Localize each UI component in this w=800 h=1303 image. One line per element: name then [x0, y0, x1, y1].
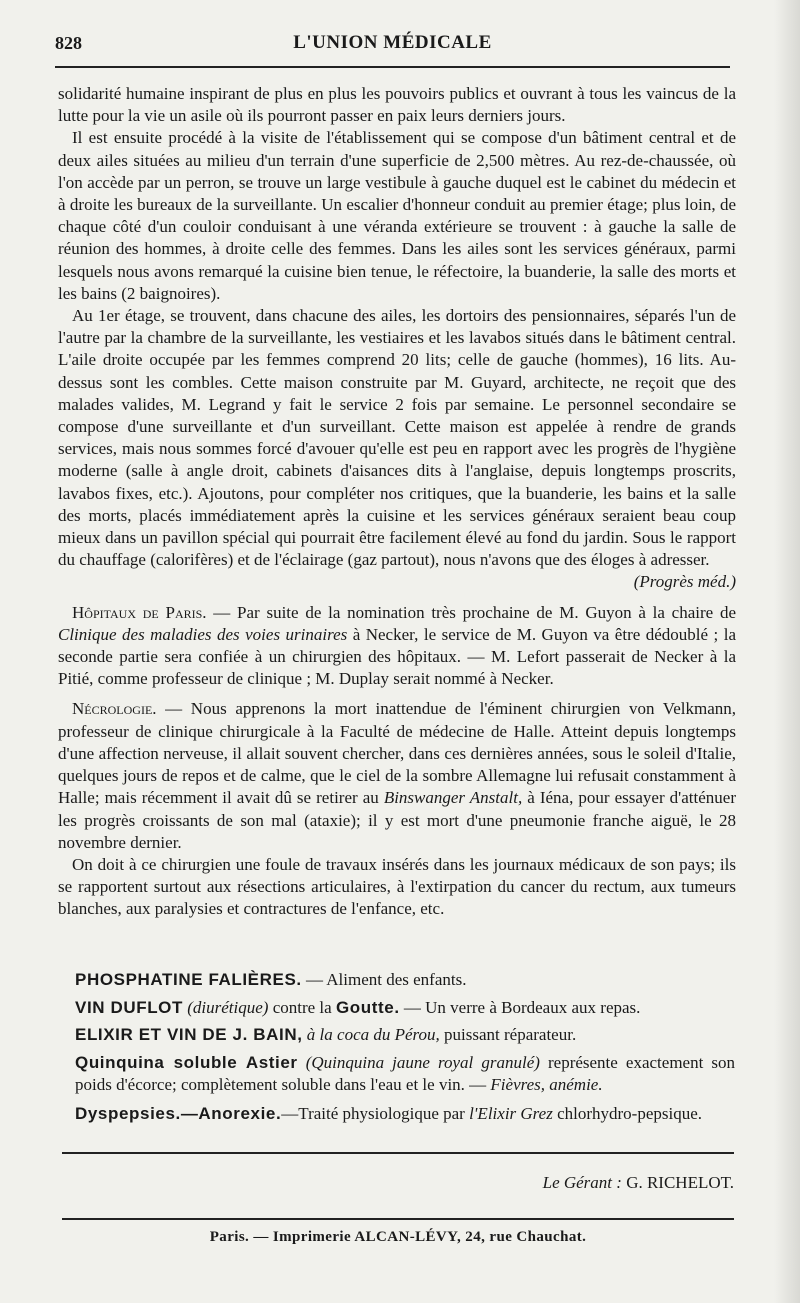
paragraph-hopitaux-italic: Clinique des maladies des voies urinaires: [58, 624, 348, 644]
ad-vin-duflot-text2: — Un verre à Bordeaux aux repas.: [399, 997, 641, 1017]
paragraph-travaux: On doit à ce chirurgien une foule de travaux insérés dans les journaux médicaux de son pays; ils se rapportent surtout aux résections articulaires, à l'extirpation du cancer du rectum, aux tumeurs blanches, aux paralysies et contractures de l'enfance, etc.: [58, 854, 736, 919]
gerant-signature: [62, 1172, 734, 1194]
printer-imprint: Paris. — Imprimerie ALCAN-LÉVY, 24, rue Chauchat.: [209, 1229, 587, 1245]
ad-phosphatine-text: — Aliment des enfants.: [301, 970, 467, 989]
ad-dyspepsies-italic: l'Elixir Grez: [469, 1103, 553, 1123]
ad-vin-duflot-italic: (diurétique): [183, 997, 269, 1017]
paragraph-premier-etage-text: Au 1er étage, se trouvent, dans chacune des ailes, les dortoirs des pensionnaires, séparés l'un de l'autre par la chambre de la surveillante, les vestiaires et les lavabos situés dans le bâtiment central. L'aile droite occupée par les femmes comprend 20 lits; celle de gauche (hommes), 16 lits. Au-dessus sont les combles. Cette maison construite par M. Guyard, architecte, ne reçoit que des malades valides, M. Legrand y fait le service 2 fois par semaine. Le personnel secondaire se compose d'une surveillante et d'un surveillant. Cette maison est appelée à rendre de grands services, mais nous sommes forcé d'avouer qu'elle est peu en rapport avec les progrès de l'hygiène moderne (salle à angle droit, cabinets d'aisances dits à l'anglaise, depuis longtemps proscrits, lavabos fixes, etc.). Ajoutons, pour compléter nos critiques, que la buanderie, les bains et la salle des morts, placés immédiatement après la cuisine et les services généraux seraient beau coup mieux dans un pavillon spécial qui pourrait être facilement élevé au fond du jardin. Sous le rapport du chauffage (calorifères) et de l'éclairage (gaz partout), nous n'avons que des éloges à adresser.: [58, 306, 736, 570]
ad-elixir-bain: [75, 1021, 735, 1049]
paragraph-hopitaux-text-a: — Par suite de la nomination très prochaine de M. Guyon à la chaire de: [206, 602, 736, 622]
paragraph-necrologie-text-b: à Iéna, pour essayer d'atténuer les progrès croissants de son mal (ataxie); il y est mort d'une pneumonie franche aiguë, le 28 novembre dernier.: [58, 788, 736, 852]
paragraph-necrologie-italic: Binswanger Anstalt,: [383, 788, 523, 808]
source-citation-text: (Progrès méd.): [633, 572, 736, 592]
page-gutter-shadow: [774, 0, 800, 1303]
ad-dyspepsies-text2: chlorhydro-pepsique.: [552, 1103, 703, 1123]
source-citation: [58, 571, 736, 593]
paragraph-necrologie: [58, 698, 736, 853]
ad-vin-duflot-name: VIN DUFLOT: [75, 997, 183, 1017]
page-header: [55, 30, 730, 56]
header-rule: [55, 66, 730, 68]
running-title: L'UNION MÉDICALE: [293, 32, 492, 53]
gerant-name: G. RICHELOT.: [626, 1173, 734, 1192]
printer-rule: [62, 1218, 734, 1220]
gerant-label: Le Gérant :: [542, 1173, 622, 1192]
section-lead-necrologie: Nécrologie.: [72, 699, 157, 719]
ad-quinquina: [75, 1052, 735, 1096]
paragraph-premier-etage: [58, 305, 736, 571]
ad-vin-duflot: [75, 994, 735, 1022]
ad-quinquina-italic2: Fièvres, anémie.: [490, 1074, 603, 1094]
ad-vin-duflot-goutte: Goutte.: [335, 997, 400, 1017]
ad-elixir-bain-text: puissant réparateur.: [439, 1025, 577, 1044]
ad-elixir-bain-name: ELIXIR ET VIN DE J. BAIN,: [75, 1025, 303, 1044]
page-number: 828: [55, 33, 82, 53]
ad-phosphatine-name: PHOSPHATINE FALIÈRES.: [75, 970, 302, 989]
article-body: [58, 83, 736, 921]
footer-rule: [62, 1152, 734, 1154]
advertisements: [75, 966, 735, 1127]
ad-quinquina-text: représente exactement son poids d'écorce; complètement soluble dans l'eau et le vin. —: [75, 1052, 736, 1094]
ad-vin-duflot-text: contre la: [268, 997, 336, 1017]
paragraph-hopitaux-text-b: à Necker, le service de M. Guyon va être dédoublé ; la seconde partie sera confiée à un chirurgien des hôpitaux. — M. Lefort passerait de Necker à la Pitié, comme professeur de clinique ; M. Duplay serait nommé à Necker.: [58, 624, 736, 689]
section-lead-hopitaux: Hôpitaux de Paris.: [72, 602, 207, 622]
ad-phosphatine: [75, 966, 735, 994]
paragraph-hopitaux: [58, 602, 736, 691]
paragraph-necrologie-text-a: — Nous apprenons la mort inattendue de l'éminent chirurgien von Velkmann, professeur de clinique chirurgicale à la Faculté de médecine de Halle. Atteint depuis longtemps d'une affection nerveuse, il allait souvent chercher, dans ces dernières années, sous le soleil d'Italie, quelques jours de repos et de calme, que le ciel de la sombre Allemagne lui refusait constamment à Halle; mais récemment il avait dû se retirer au: [58, 699, 736, 808]
ad-dyspepsies-text: —Traité physiologique par: [281, 1103, 470, 1123]
ad-dyspepsies: [75, 1100, 735, 1128]
ad-quinquina-name: Quinquina soluble Astier: [75, 1052, 298, 1072]
paragraph-solidarite: solidarité humaine inspirant de plus en plus les pouvoirs publics et ouvrant à tous les vaincus de la lutte pour la vie un asile où ils pourront passer en paix leurs derniers jours.: [58, 84, 736, 126]
ad-quinquina-italic: (Quinquina jaune royal granulé): [297, 1052, 540, 1072]
ad-elixir-bain-italic: à la coca du Pérou,: [302, 1025, 440, 1044]
paragraph-visite: Il est ensuite procédé à la visite de l'établissement qui se compose d'un bâtiment central et de deux ailes situées au milieu d'un terrain d'une superficie de 2,500 mètres. Au rez-de-chaussée, où l'on accède par un perron, se trouve un large vestibule à gauche duquel est le cabinet du médecin et à droite les bureaux de la surveillante. Un escalier d'honneur conduit au premier étage; plus loin, de chaque côté d'un couloir conduisant à une véranda extérieure se trouvent : à gauche la salle de réunion des hommes, à droite celle des femmes. Dans les ailes sont les services généraux, parmi lesquels nous avons remarqué la cuisine bien tenue, le réfectoire, la buanderie, la salle des morts et les bains (2 baignoires).: [58, 128, 736, 303]
ad-dyspepsies-name: Dyspepsies.—Anorexie.: [75, 1103, 282, 1123]
